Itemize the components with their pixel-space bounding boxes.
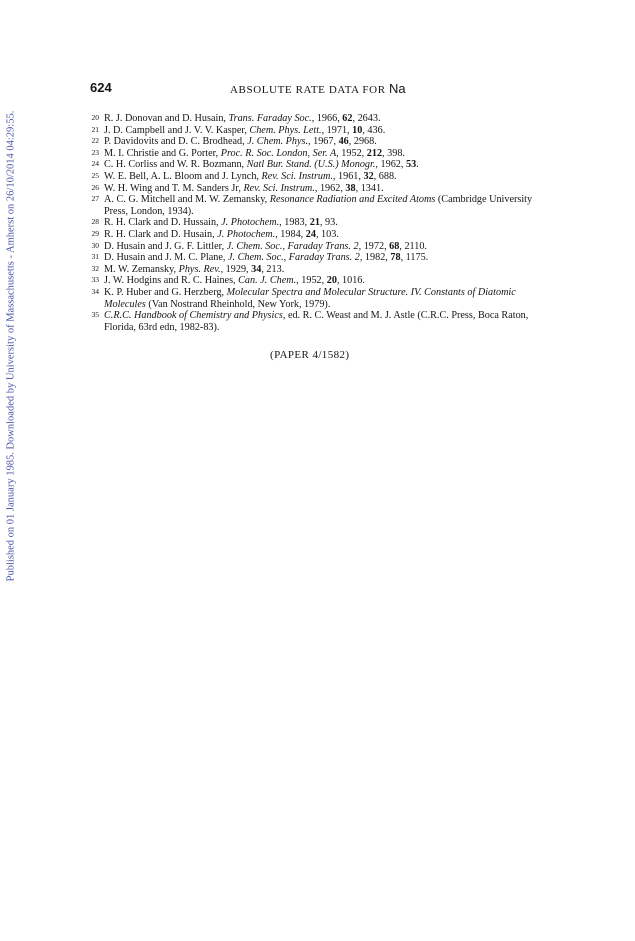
reference-volume: 10: [352, 124, 363, 136]
reference-text: W. E. Bell, A. L. Bloom and J. Lynch,: [104, 170, 262, 182]
reference-source-title: J. Photochem.: [221, 217, 280, 229]
download-watermark-text: Published on 01 January 1985. Downloaded by University of Massachusetts - Amherst on 26/10/2014 04:29:55.: [5, 110, 17, 582]
reference-text: R. H. Clark and D. Husain,: [104, 228, 218, 240]
reference-item: [86, 229, 556, 241]
reference-source-title: Chem. Phys. Lett.: [249, 124, 322, 136]
reference-source-title: Rev. Sci. Instrum.: [243, 182, 315, 194]
reference-text: , 2110.: [399, 240, 427, 252]
reference-source-title: Molecular Spectra and Molecular Structure. IV. Constants of Diatomic Molecules: [104, 286, 516, 310]
reference-number: 21: [91, 124, 99, 134]
reference-number: 35: [91, 310, 99, 320]
reference-number: 23: [91, 147, 99, 157]
reference-text: .: [416, 159, 419, 171]
reference-item: [86, 194, 556, 217]
reference-number: 34: [91, 286, 99, 296]
reference-text: , 1341.: [355, 182, 384, 194]
reference-text: P. Davidovits and D. C. Brodhead,: [104, 136, 248, 148]
reference-volume: 68: [389, 240, 400, 252]
reference-item: [86, 217, 556, 229]
reference-volume: 53: [405, 159, 417, 171]
reference-source-title: J. Chem. Soc., Faraday Trans. 2: [226, 240, 359, 252]
reference-source-title: Phys. Rev.: [178, 263, 221, 275]
reference-list: [86, 113, 556, 333]
reference-text: C. H. Corliss and W. R. Bozmann,: [104, 159, 247, 171]
reference-volume: 212: [366, 147, 383, 159]
reference-text: , 688.: [373, 170, 397, 182]
reference-source-title: Rev. Sci. Instrum.: [261, 170, 333, 182]
reference-number: 20: [91, 113, 99, 122]
reference-text: , 2643.: [352, 113, 381, 124]
reference-text: W. H. Wing and T. M. Sanders Jr,: [104, 182, 244, 194]
page-header: [90, 80, 550, 98]
reference-volume: 78: [390, 252, 401, 264]
reference-text: , 398.: [382, 147, 405, 159]
reference-text: , 1952,: [296, 275, 327, 287]
reference-text: , 1929,: [220, 263, 252, 275]
reference-text: , 1967,: [308, 136, 339, 148]
reference-text: , 2968.: [348, 136, 377, 148]
reference-item: [86, 148, 556, 160]
reference-source-title: C.R.C. Handbook of Chemistry and Physics: [104, 310, 283, 322]
reference-number: 26: [91, 182, 99, 192]
reference-number: 32: [91, 263, 99, 273]
reference-item: [86, 252, 556, 264]
reference-text: (Van Nostrand Rheinhold, New York, 1979).: [145, 298, 331, 310]
reference-text: D. Husain and J. M. C. Plane,: [104, 252, 228, 264]
reference-text: (Cambridge University Press, London, 1934).: [104, 194, 533, 217]
page-number: 624: [90, 80, 112, 95]
reference-volume: 24: [305, 228, 316, 240]
reference-text: D. Husain and J. G. F. Littler,: [104, 240, 227, 252]
reference-volume: 21: [309, 217, 320, 229]
reference-text: , 93.: [319, 217, 338, 229]
reference-text: K. P. Huber and G. Herzberg,: [104, 286, 227, 298]
running-title-element: Na: [389, 81, 406, 96]
reference-source-title: Proc. R. Soc. London, Ser. A: [220, 147, 337, 159]
reference-volume: 20: [326, 275, 337, 287]
reference-number: 22: [91, 136, 99, 146]
reference-source-title: Resonance Radiation and Excited Atoms: [269, 194, 436, 206]
reference-item: [86, 171, 556, 183]
reference-number: 30: [91, 240, 99, 250]
reference-item: [86, 287, 556, 310]
reference-volume: 34: [251, 263, 262, 275]
reference-text: J. D. Campbell and J. V. V. Kasper,: [104, 124, 250, 136]
reference-volume: 38: [345, 182, 356, 194]
reference-text: , 1983,: [279, 217, 310, 229]
reference-item: [86, 159, 556, 171]
reference-text: , 1961,: [332, 170, 364, 182]
reference-item: [86, 264, 556, 276]
reference-text: , ed. R. C. Weast and M. J. Astle (C.R.C. Press, Boca Raton, Florida, 63rd edn, 1982-83).: [104, 310, 529, 333]
reference-number: 28: [91, 217, 99, 227]
reference-number: 31: [91, 252, 99, 262]
reference-number: 25: [91, 170, 99, 180]
reference-number: 33: [91, 275, 99, 285]
reference-text: , 1982,: [359, 252, 391, 264]
download-watermark: [0, 86, 22, 606]
reference-text: , 1962,: [314, 182, 346, 194]
running-title: [230, 81, 406, 96]
reference-item: [86, 113, 556, 125]
reference-source-title: Can. J. Chem.: [238, 275, 297, 287]
reference-text: , 436.: [362, 124, 386, 136]
reference-number: 24: [91, 159, 99, 169]
reference-text: , 213.: [261, 263, 285, 275]
reference-volume: 46: [338, 136, 349, 148]
reference-text: , 1175.: [400, 252, 429, 264]
reference-text: , 1972,: [358, 240, 390, 252]
reference-text: A. C. G. Mitchell and M. W. Zemansky,: [104, 194, 270, 206]
reference-item: [86, 275, 556, 287]
reference-text: , 103.: [315, 228, 339, 240]
reference-text: R. H. Clark and D. Hussain,: [104, 217, 222, 229]
reference-item: [86, 183, 556, 195]
reference-source-title: Natl Bur. Stand. (U.S.) Monogr.: [246, 159, 376, 171]
reference-text: , 1971,: [321, 124, 353, 136]
reference-item: [86, 241, 556, 253]
reference-source-title: J. Chem. Phys.: [247, 136, 309, 148]
reference-text: , 1966,: [311, 113, 343, 124]
reference-text: J. W. Hodgins and R. C. Haines,: [104, 275, 239, 287]
reference-text: , 1016.: [336, 275, 365, 287]
reference-item: [86, 125, 556, 137]
reference-volume: 32: [363, 170, 374, 182]
reference-source-title: J. Photochem.: [217, 228, 276, 240]
reference-item: [86, 310, 556, 333]
reference-item: [86, 136, 556, 148]
running-title-text: ABSOLUTE RATE DATA FOR: [230, 84, 386, 96]
reference-text: , 1962,: [375, 159, 406, 171]
reference-number: 27: [91, 194, 99, 204]
reference-source-title: Trans. Faraday Soc.: [228, 113, 312, 124]
reference-text: , 1952,: [336, 147, 367, 159]
reference-text: M. W. Zemansky,: [104, 263, 179, 275]
reference-volume: 62: [342, 113, 353, 124]
reference-text: , 1984,: [275, 228, 306, 240]
reference-text: R. J. Donovan and D. Husain,: [104, 113, 229, 124]
reference-number: 29: [91, 228, 99, 238]
reference-source-title: J. Chem. Soc., Faraday Trans. 2: [227, 252, 360, 264]
paper-identifier: (PAPER 4/1582): [270, 349, 350, 361]
reference-text: M. I. Christie and G. Porter,: [104, 147, 221, 159]
